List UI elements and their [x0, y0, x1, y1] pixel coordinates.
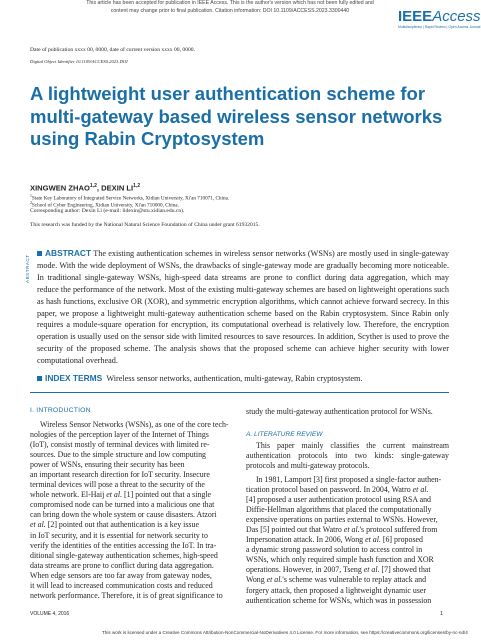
text-line: (IoT), consist mostly of terminal devices with limited re-: [30, 440, 210, 450]
text-run: [1] pointed out that a single: [122, 490, 212, 500]
paper-title: A lightweight user authentication scheme for multi-gateway based wireless sensor networks using Rabin Cryptosystem: [30, 83, 443, 149]
text-line: it will lead to increased communication costs and reduced: [30, 580, 213, 590]
journal-logo-wordmark: [398, 8, 481, 25]
literature-review-para-2: [246, 475, 449, 606]
intro-paragraph: [30, 420, 233, 601]
abstract-heading: ABSTRACT: [45, 248, 92, 258]
text-line: WSNs, which only required simple hash function and XOR: [246, 555, 434, 565]
text-line: forgery attack, then proposed a lightweight dynamic user: [246, 585, 426, 595]
text-line: verify the identities of the entities accessing the IoT. In tra-: [30, 540, 217, 550]
abstract-block: [37, 248, 449, 367]
right-column: [246, 407, 449, 417]
text-run: whole network. El-Haij: [30, 490, 107, 500]
doi-line: Digital Object Identifier 10.1109/ACCESS.2023.DOI: [30, 59, 128, 64]
journal-logo-tagline: Multidisciplinary | Rapid Review | Open Access Journal: [398, 25, 481, 29]
index-terms-heading: INDEX TERMS: [45, 373, 103, 383]
logo-ieee: IEEE: [398, 8, 433, 25]
index-terms-text: Wireless sensor networks, authentication, multi-gateway, Rabin cryptosystem.: [106, 374, 363, 383]
abstract-text: The existing authentication schemes in wireless sensor networks (WSNs) are mostly used in single-gateway mode. With the wide deployment of WSNs, the drawbacks of single-gateway mode are gradually becoming more noticeable. In traditional single-gateway WSNs, high-speed data streams are prone to conflict during data aggregation, which may reduce the performance of the network. Most of the existing multi-gateway schemes are based on lightweight operations such as hash functions, exclusive OR (XOR), and symmetric encryption algorithms, which cannot achieve forward secrecy. In this paper, we propose a lightweight multi-gateway authentication scheme based on the Rabin cryptosystem. Since Rabin only requires a module-square operation for encryption, its computational overhead is relatively low. Therefore, the encryption operation is usually used on the sensor side with limited resources to save resources. In addition, Scyther is used to prove the security of the proposed scheme. The analysis shows that the proposed scheme can achieve higher security with lower computational overhead.: [37, 249, 449, 366]
text-run: tication protocol based on password. In 2004, Watro: [246, 485, 413, 495]
author-list: [30, 183, 140, 193]
journal-logo: [398, 8, 481, 31]
text-line: a dynamic strong password solution to access control in: [246, 545, 423, 555]
text-run: [7] showed that: [381, 565, 431, 575]
author-name: DEXIN LI: [101, 183, 134, 193]
page-number: 1: [440, 611, 443, 617]
text-line: compromised node can be turned into a malicious one that: [30, 500, 215, 510]
acceptance-note-line-1: This article has been accepted for publication in IEEE Access. This is the author's version which has not been fully edited and: [86, 0, 374, 6]
publication-dates: Date of publication xxxx 00, 0000, date of current version xxxx 00, 0000.: [30, 47, 195, 53]
license-note: This work is licensed under a Creative Commons Attribution-NonCommercial-NoDerivatives 4.0 License. For more information, see https://creativecommons.org/licenses/by-nc-nd/4: [102, 630, 468, 635]
author-affil-sup: 1,2: [133, 183, 141, 189]
section-divider: [30, 392, 449, 393]
text-run-italic: et al.: [343, 525, 360, 535]
text-run-italic: et al.: [30, 520, 46, 530]
text-line: [4] proposed a user authentication protocol using RSA and: [246, 495, 431, 505]
text-line: Diffie-Hellman algorithms that placed the computationally: [246, 505, 432, 515]
affiliation-number: 2: [30, 200, 32, 205]
text-line: [246, 575, 449, 585]
text-run-italic: et al.: [412, 485, 429, 495]
intro-continuation: study the multi-gateway authentication protocol for WSNs.: [246, 407, 433, 416]
logo-access: Access: [432, 8, 481, 25]
text-line: [30, 490, 233, 500]
text-run-italic: et al.: [106, 490, 123, 500]
text-line: an important research direction for IoT security. Insecure: [30, 470, 210, 480]
text-run: 's protocol suffered from: [359, 525, 438, 535]
left-column: [30, 420, 233, 601]
text-run-italic: et al.: [266, 575, 283, 585]
paragraph: This paper mainly classifies the current mainstream authentication protocols into two kinds: single-gateway protocols and multi-gateway protocols.: [246, 441, 449, 471]
text-run: [2] pointed out that authentication is a key issue: [45, 520, 199, 530]
text-run: 's scheme was vulnerable to replay attack and: [282, 575, 427, 585]
author-separator: ,: [96, 183, 102, 193]
corresponding-author: Corresponding author: Dexin Li (e-mail: lidexin@stu.xidian.edu.cn).: [30, 208, 185, 214]
text-line: ditional single-gateway authentication schemes, high-speed: [30, 550, 218, 560]
text-line: [246, 485, 449, 495]
text-line: authentication scheme for WSNs, which was in possession: [246, 595, 432, 605]
affiliation-number: 1: [30, 194, 32, 198]
text-line: network performance. Therefore, it is of great significance to: [30, 590, 223, 600]
author-name: XINGWEN ZHAO: [30, 183, 90, 193]
text-line: Wireless Sensor Networks (WSNs), as one of the core tech-: [40, 420, 229, 429]
text-line: power of WSNs, ensuring their security has been: [30, 460, 185, 470]
text-line: [246, 535, 449, 545]
affiliation-text: School of Cyber Engineering, Xidian University, Xi'an 710000, China.: [31, 202, 179, 209]
text-line: sources. Due to the simple structure and low computing: [30, 450, 206, 460]
literature-review-para-1: [246, 441, 449, 471]
text-run-italic: et al.: [363, 565, 380, 575]
affiliation-text: State Key Laboratory of Integrated Service Networks, Xidian University, Xi'an 710071, China.: [31, 195, 230, 202]
text-line: [30, 520, 233, 530]
acceptance-note: [60, 0, 400, 15]
text-line: data streams are prone to conflict during data aggregation.: [30, 560, 214, 570]
square-bullet-icon: [37, 251, 42, 256]
index-terms-block: [37, 373, 449, 385]
text-run-italic: et al.: [365, 535, 381, 545]
section-heading: I. INTRODUCTION: [30, 407, 91, 414]
text-run: Wong: [246, 575, 267, 585]
square-bullet-icon: [37, 376, 42, 381]
subsection-heading: A. LITERATURE REVIEW: [246, 431, 323, 438]
funding-note: This research was funded by the National Natural Science Foundation of China under grant 61932015.: [30, 222, 260, 228]
text-line: can bring down the whole system or cause disasters. Atzori: [30, 510, 217, 520]
author-affil-sup: 1,2: [89, 183, 97, 189]
text-run: Impersonation attack. In 2006, Wong: [246, 535, 366, 545]
text-run: operations. However, in 2007, Tseng: [246, 565, 364, 575]
text-line: [246, 565, 449, 575]
text-line: in IoT security, and it is essential for network security to: [30, 530, 208, 540]
abstract-side-label: ABSTRACT: [25, 254, 30, 284]
text-line: terminal devices will pose a threat to the security of the: [30, 480, 205, 490]
text-run: [6] proposed: [382, 535, 423, 545]
volume-footer: VOLUME 4, 2016: [30, 611, 70, 617]
text-line: When edge sensors are too far away from gateway nodes,: [30, 570, 212, 580]
text-line: In 1981, Lamport [3] first proposed a single-factor authen-: [256, 475, 442, 484]
text-line: expensive operations on parties external to WSNs. However,: [246, 515, 438, 525]
text-line: nologies of the perception layer of the Internet of Things: [30, 430, 209, 440]
text-run: Das [5] pointed out that Watro: [246, 525, 344, 535]
acceptance-note-line-2: content may change prior to final publication. Citation information: DOI 10.1109/ACCESS.2023.3300440: [110, 7, 350, 14]
text-line: [246, 525, 449, 535]
